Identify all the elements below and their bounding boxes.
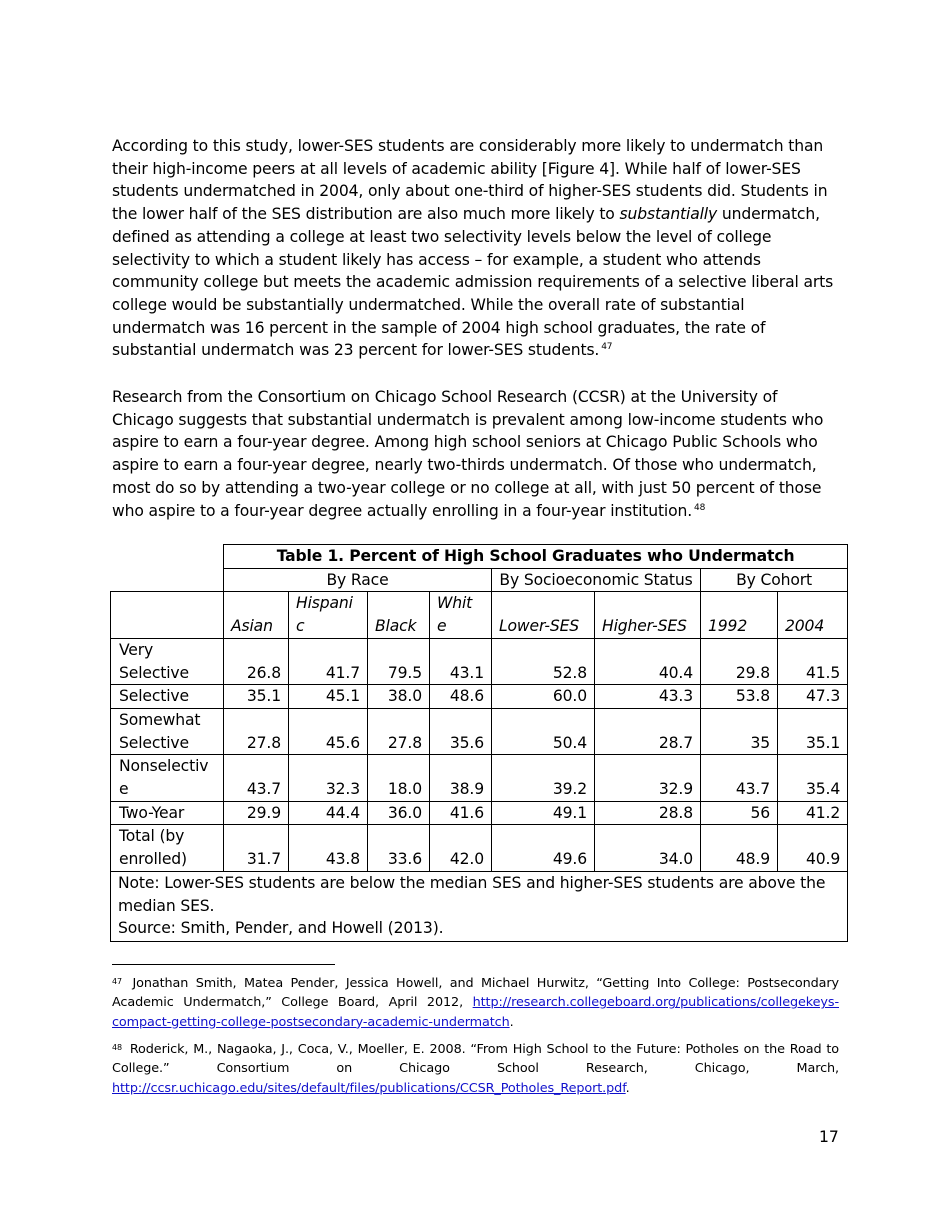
undermatch-table — [110, 544, 848, 942]
paragraph-1 — [112, 135, 840, 362]
footnote-link[interactable]: http://research.collegeboard.org/publications/collegekeys-compact-getting-college-postsecondary-academic-undermatch — [112, 995, 839, 1030]
paragraph-1-emphasis: substantially — [619, 205, 718, 224]
footnote-text: Jonathan Smith, Matea Pender, Jessica Howell, and Michael Hurwitz, “Getting Into College: Postsecondary Academic Undermatch,” College Board, April 2012, — [112, 976, 839, 1011]
cell-asian: 31.7 — [224, 825, 289, 871]
paragraph-1-text-b: undermatch, defined as attending a college at least two selectivity levels below the level of college selectivity to which a student likely has access – for example, a student who attends community college but meets the academic admission requirements of a selective liberal arts college would be substantially undermatched. While the overall rate of substantial undermatch was 16 percent in the sample of 2004 high school graduates, the rate of substantial undermatch was 23 percent for lower-SES students. — [112, 205, 834, 360]
footnote-ref-47[interactable]: 47 — [601, 342, 613, 353]
cell-hispanic: 32.3 — [289, 755, 368, 801]
row-label: Total (by enrolled) — [111, 825, 224, 871]
footnote-48: $^{48}$ Roderick, M., Nagaoka, J., Coca, V., Moeller, E. 2008. “From High School to the Future: Potholes on the Road to College.” Consortium on Chicago School Research, Chicago, March, http://ccsr.uchicago.edu/sites/default/files/publications/CCSR_Potholes_Report.pdf. — [112, 1042, 839, 1096]
footnote-link[interactable]: http://ccsr.uchicago.edu/sites/default/files/publications/CCSR_Potholes_Report.pdf — [112, 1080, 626, 1096]
cell-white: 48.6 — [430, 685, 492, 709]
cell-asian: 43.7 — [224, 755, 289, 801]
row-label: Nonselectiv e — [111, 755, 224, 801]
cell-black: 36.0 — [368, 801, 430, 825]
cell-asian: 27.8 — [224, 708, 289, 754]
cell-higher-ses: 40.4 — [595, 638, 701, 684]
row-label: Very Selective — [111, 638, 224, 684]
cell-hispanic: 41.7 — [289, 638, 368, 684]
footnote-47: $^{47}$ Jonathan Smith, Matea Pender, Jessica Howell, and Michael Hurwitz, “Getting Into College: Postsecondary Academic Undermatch,” College Board, April 2012, http://research.collegeboard.org/publications/collegekeys-compact-getting-college-postsecondary-academic-undermatch. — [112, 976, 839, 1030]
cell-higher-ses: 32.9 — [595, 755, 701, 801]
column-header-higher-ses: Higher-SES — [595, 592, 701, 638]
cell-hispanic: 45.1 — [289, 685, 368, 709]
footnote-text: Roderick, M., Nagaoka, J., Coca, V., Moeller, E. 2008. “From High School to the Future: Potholes on the Road to College.” Consortium on Chicago School Research, Chicago, March, — [112, 1042, 839, 1077]
cell-asian: 26.8 — [224, 638, 289, 684]
page-number: 17 — [819, 1128, 839, 1146]
cell-lower-ses: 39.2 — [492, 755, 595, 801]
table-row — [111, 638, 848, 684]
group-by-cohort: By Cohort — [701, 568, 848, 592]
cell-black: 18.0 — [368, 755, 430, 801]
paragraph-1-text-a: According to this study, lower-SES students are considerably more likely to undermatch than their high-income peers at all levels of academic ability [Figure 4]. While half of lower-SES students undermatched in 2004, only about one-third of higher-SES students did. Students in the lower half of the SES distribution are also much more likely to — [112, 137, 828, 224]
cell-lower-ses: 49.6 — [492, 825, 595, 871]
cell-black: 27.8 — [368, 708, 430, 754]
column-header-black: Black — [368, 592, 430, 638]
column-header-lower-ses: Lower-SES — [492, 592, 595, 638]
cell-higher-ses: 28.7 — [595, 708, 701, 754]
cell-white: 35.6 — [430, 708, 492, 754]
footnote-ref-48[interactable]: 48 — [694, 502, 706, 513]
column-header-1992: 1992 — [701, 592, 778, 638]
cell-white: 38.9 — [430, 755, 492, 801]
cell-asian: 35.1 — [224, 685, 289, 709]
cell-2004: 41.5 — [778, 638, 848, 684]
table-row — [111, 801, 848, 825]
cell-white: 41.6 — [430, 801, 492, 825]
cell-lower-ses: 49.1 — [492, 801, 595, 825]
cell-black: 79.5 — [368, 638, 430, 684]
paragraph-2-text: Research from the Consortium on Chicago School Research (CCSR) at the University of Chicago suggests that substantial undermatch is prevalent among low-income students who aspire to earn a four-year degree. Among high school seniors at Chicago Public Schools who aspire to earn a four-year degree, nearly two-thirds undermatch. Of those who undermatch, most do so by attending a two-year college or no college at all, with just 50 percent of those who aspire to a four-year degree actually enrolling in a four-year institution. — [112, 388, 824, 520]
row-label: Two-Year — [111, 801, 224, 825]
row-label: Selective — [111, 685, 224, 709]
cell-black: 33.6 — [368, 825, 430, 871]
column-header-white: Whit e — [430, 592, 492, 638]
cell-1992: 53.8 — [701, 685, 778, 709]
cell-lower-ses: 52.8 — [492, 638, 595, 684]
cell-2004: 35.4 — [778, 755, 848, 801]
cell-higher-ses: 28.8 — [595, 801, 701, 825]
footnote-number: 48 — [112, 1043, 122, 1052]
table-row — [111, 825, 848, 871]
cell-hispanic: 45.6 — [289, 708, 368, 754]
table-title: Table 1. Percent of High School Graduates who Undermatch — [224, 545, 848, 569]
cell-higher-ses: 34.0 — [595, 825, 701, 871]
cell-lower-ses: 50.4 — [492, 708, 595, 754]
column-header-row — [111, 592, 848, 638]
table-note-text: Note: Lower-SES students are below the median SES and higher-SES students are above the median SES. — [118, 873, 826, 915]
cell-1992: 56 — [701, 801, 778, 825]
cell-2004: 35.1 — [778, 708, 848, 754]
cell-black: 38.0 — [368, 685, 430, 709]
footnote-number: 47 — [112, 977, 122, 986]
group-by-race: By Race — [224, 568, 492, 592]
cell-1992: 48.9 — [701, 825, 778, 871]
table-row — [111, 755, 848, 801]
cell-2004: 41.2 — [778, 801, 848, 825]
group-by-ses: By Socioeconomic Status — [492, 568, 701, 592]
column-header-hispanic: Hispani c — [289, 592, 368, 638]
cell-white: 43.1 — [430, 638, 492, 684]
table-row — [111, 685, 848, 709]
cell-asian: 29.9 — [224, 801, 289, 825]
cell-higher-ses: 43.3 — [595, 685, 701, 709]
cell-1992: 35 — [701, 708, 778, 754]
cell-lower-ses: 60.0 — [492, 685, 595, 709]
footnote-divider — [112, 964, 335, 965]
table-source-text: Source: Smith, Pender, and Howell (2013). — [118, 919, 444, 938]
cell-1992: 29.8 — [701, 638, 778, 684]
cell-2004: 47.3 — [778, 685, 848, 709]
table-row — [111, 708, 848, 754]
row-label: Somewhat Selective — [111, 708, 224, 754]
cell-hispanic: 44.4 — [289, 801, 368, 825]
cell-1992: 43.7 — [701, 755, 778, 801]
table-note — [111, 871, 848, 941]
column-header-blank — [111, 592, 224, 638]
column-header-asian: Asian — [224, 592, 289, 638]
cell-hispanic: 43.8 — [289, 825, 368, 871]
cell-2004: 40.9 — [778, 825, 848, 871]
column-header-2004: 2004 — [778, 592, 848, 638]
paragraph-2 — [112, 386, 840, 522]
cell-white: 42.0 — [430, 825, 492, 871]
table-corner-blank — [111, 545, 224, 592]
